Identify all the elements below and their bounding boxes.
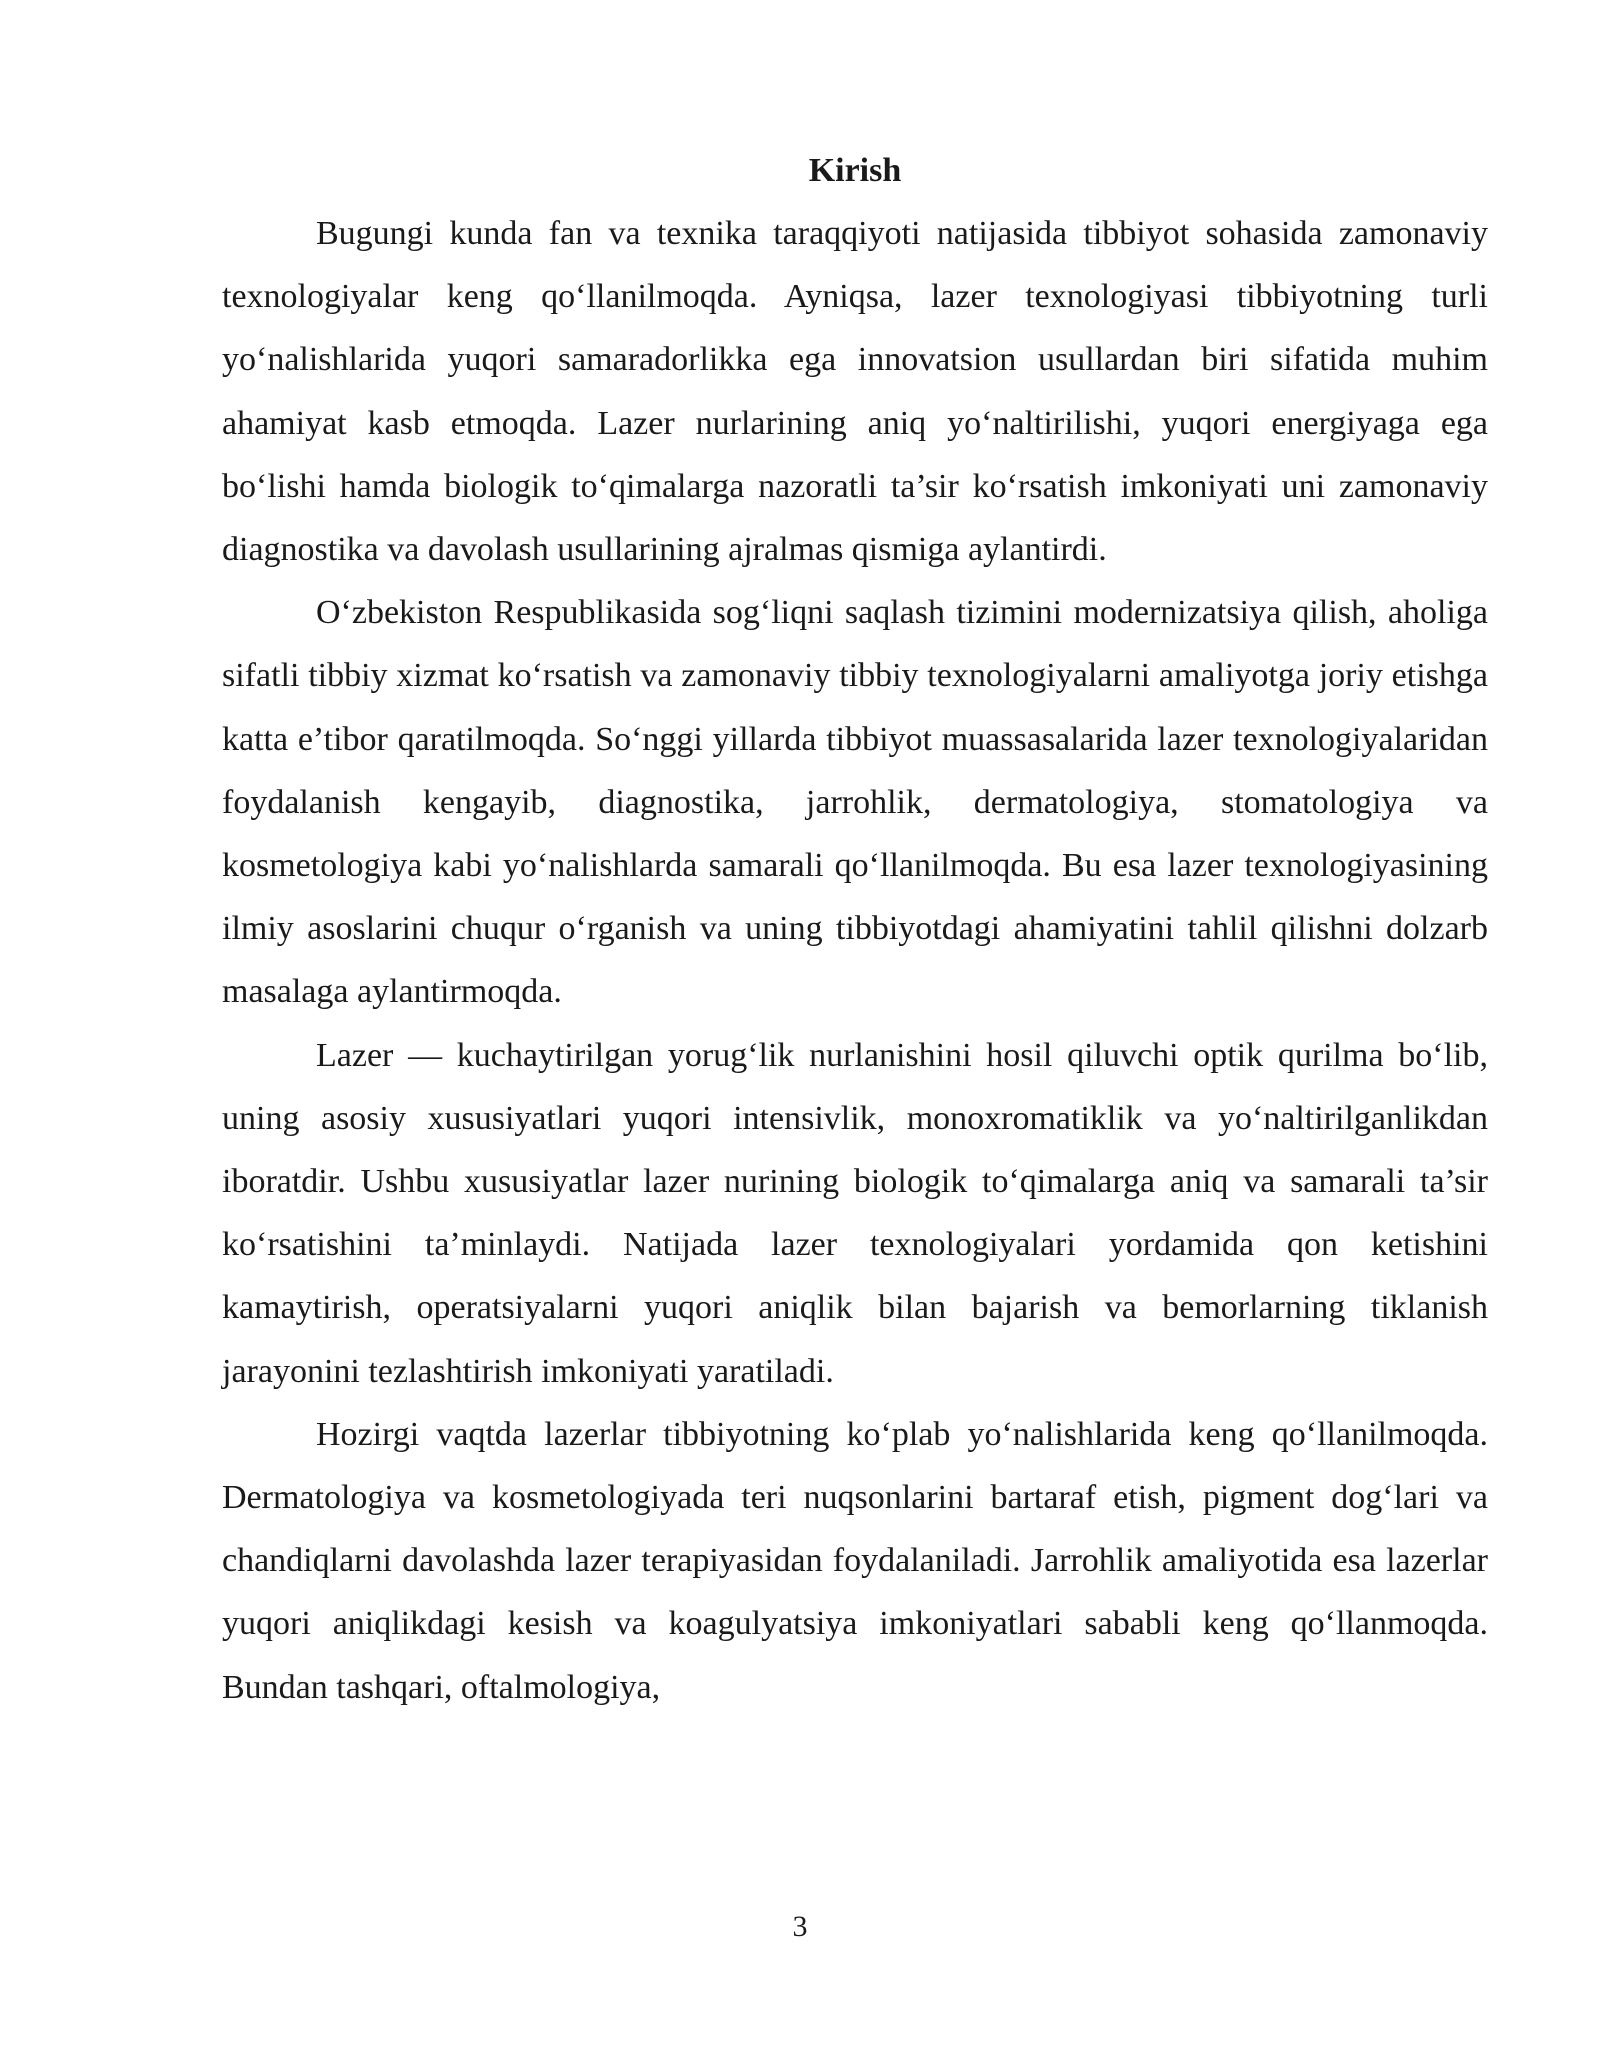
page-number: 3	[792, 1910, 808, 1943]
paragraph-uzbekistan: O‘zbekiston Respublikasida sog‘liqni saqlash tizimini modernizatsiya qilish, aholiga sifatli tibbiy xizmat ko‘rsatish va zamonaviy tibbiy texnologiyalarni amaliyotga joriy etishga katta e’tibor qaratilmoqda. So‘nggi yillarda tibbiyot muassasalarida lazer texnologiyalaridan foydalanish kengayib, diagnostika, jarrohlik, dermatologiya, stomatologiya va kosmetologiya kabi yo‘nalishlarda samarali qo‘llanilmoqda. Bu esa lazer texnologiyasining ilmiy asoslarini chuqur o‘rganish va uning tibbiyotdagi ahamiyatini tahlil qilishni dolzarb masalaga aylantirmoqda.	[222, 594, 1488, 1011]
section-title: Kirish	[808, 152, 902, 189]
paragraph-applications: Hozirgi vaqtda lazerlar tibbiyotning ko‘plab yo‘nalishlarida keng qo‘llanilmoqda. Dermatologiya va kosmetologiyada teri nuqsonlarini bartaraf etish, pigment dog‘lari va chandiqlarni davolashda lazer terapiyasidan foydalaniladi. Jarrohlik amaliyotida esa lazerlar yuqori aniqlikdagi kesish va koagulyatsiya imkoniyatlari sababli keng qo‘llanmoqda. Bundan tashqari, oftalmologiya,	[222, 1415, 1488, 1706]
page-body	[222, 144, 1488, 1719]
paragraph-intro: Bugungi kunda fan va texnika taraqqiyoti natijasida tibbiyot sohasida zamonaviy texnologiyalar keng qo‘llanilmoqda. Ayniqsa, lazer texnologiyasi tibbiyotning turli yo‘nalishlarida yuqori samaradorlikka ega innovatsion usullardan biri sifatida muhim ahamiyat kasb etmoqda. Lazer nurlarining aniq yo‘naltirilishi, yuqori energiyaga ega bo‘lishi hamda biologik to‘qimalarga nazoratli ta’sir ko‘rsatish imkoniyati uni zamonaviy diagnostika va davolash usullarining ajralmas qismiga aylantirdi.	[222, 215, 1488, 569]
paragraph-laser-definition: Lazer — kuchaytirilgan yorug‘lik nurlanishini hosil qiluvchi optik qurilma bo‘lib, uning asosiy xususiyatlari yuqori intensivlik, monoxromatiklik va yo‘naltirilganlikdan iboratdir. Ushbu xususiyatlar lazer nurining biologik to‘qimalarga aniq va samarali ta’sir ko‘rsatishini ta’minlaydi. Natijada lazer texnologiyalari yordamida qon ketishini kamaytirish, operatsiyalarni yuqori aniqlik bilan bajarish va bemorlarning tiklanish jarayonini tezlashtirish imkoniyati yaratiladi.	[222, 1036, 1488, 1390]
